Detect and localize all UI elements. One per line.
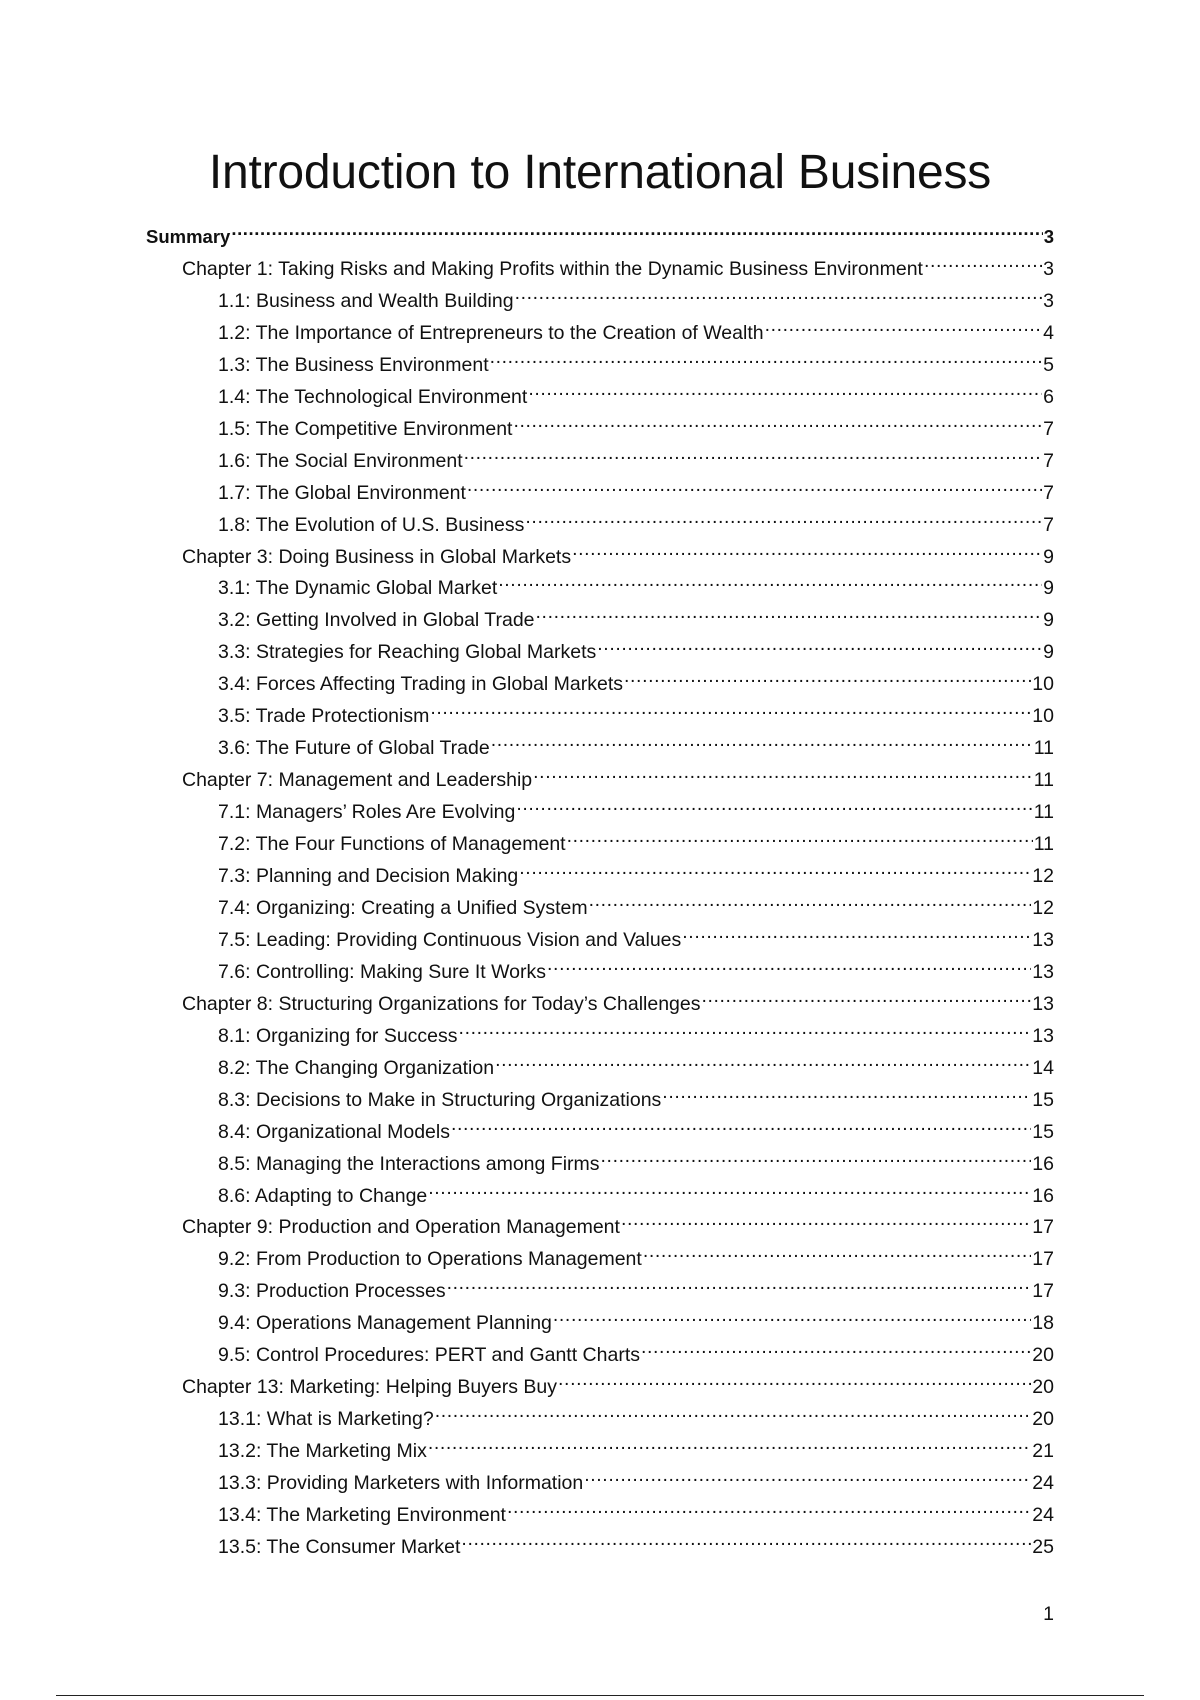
toc-dot-leader — [572, 537, 1042, 563]
toc-entry-page-number: 10 — [1032, 705, 1054, 728]
toc-dot-leader — [601, 1144, 1032, 1170]
toc-dot-leader — [584, 1463, 1031, 1489]
toc-dot-leader — [428, 1431, 1031, 1457]
toc-entry-label: 1.4: The Technological Environment — [218, 385, 528, 408]
toc-entry-label: 3.4: Forces Affecting Trading in Global Markets — [218, 673, 624, 696]
toc-entry[interactable] — [182, 1207, 1054, 1239]
toc-dot-leader — [490, 345, 1043, 371]
toc-entry-label: 3.2: Getting Involved in Global Trade — [218, 609, 535, 632]
toc-entry-page-number: 4 — [1043, 321, 1054, 344]
toc-entry-label: 8.5: Managing the Interactions among Firms — [218, 1152, 600, 1175]
toc-entry[interactable] — [218, 1303, 1054, 1335]
toc-dot-leader — [528, 377, 1042, 403]
toc-entry[interactable] — [218, 473, 1054, 504]
toc-entry-page-number: 17 — [1032, 1216, 1054, 1239]
toc-entry-page-number: 24 — [1032, 1504, 1054, 1526]
toc-entry-page-number: 11 — [1033, 833, 1054, 856]
toc-entry[interactable] — [182, 537, 1054, 568]
toc-entry-page-number: 16 — [1032, 1152, 1054, 1175]
document-title: Introduction to International Business — [208, 146, 992, 199]
toc-entry-page-number: 6 — [1043, 385, 1054, 408]
toc-entry[interactable] — [218, 696, 1054, 728]
toc-dot-leader — [567, 824, 1033, 850]
toc-entry-label: 7.1: Managers’ Roles Are Evolving — [218, 801, 516, 824]
toc-dot-leader — [536, 600, 1043, 626]
toc-entry-page-number: 17 — [1032, 1248, 1054, 1271]
toc-entry[interactable] — [218, 1112, 1054, 1143]
toc-dot-leader — [662, 1080, 1031, 1106]
toc-entry-label: 1.8: The Evolution of U.S. Business — [218, 513, 525, 536]
toc-entry[interactable] — [182, 1367, 1054, 1399]
toc-entry-label: 7.2: The Four Functions of Management — [218, 833, 566, 856]
toc-entry[interactable] — [218, 1080, 1054, 1111]
toc-entry[interactable] — [218, 409, 1054, 440]
toc-dot-leader — [507, 1495, 1031, 1521]
toc-entry-page-number: 25 — [1032, 1535, 1054, 1558]
toc-entry-page-number: 7 — [1043, 481, 1054, 504]
toc-entry-page-number: 9 — [1043, 609, 1054, 632]
toc-dot-leader — [621, 1207, 1031, 1233]
toc-dot-leader — [498, 568, 1042, 594]
toc-entry-page-number: 10 — [1032, 673, 1054, 696]
toc-dot-leader — [547, 952, 1031, 978]
toc-entry[interactable] — [218, 888, 1054, 919]
toc-dot-leader — [515, 281, 1043, 307]
toc-entry-label: Chapter 3: Doing Business in Global Markets — [182, 545, 572, 568]
toc-entry-label: 3.5: Trade Protectionism — [218, 705, 430, 728]
toc-dot-leader — [701, 984, 1031, 1010]
toc-entry-label: 1.3: The Business Environment — [218, 353, 489, 376]
toc-dot-leader — [516, 792, 1032, 818]
toc-entry-label: 8.1: Organizing for Success — [218, 1024, 458, 1047]
toc-entry[interactable] — [218, 1271, 1054, 1303]
toc-dot-leader — [231, 217, 1042, 243]
toc-entry[interactable] — [218, 1335, 1054, 1367]
toc-entry-label: Chapter 9: Production and Operation Management — [182, 1216, 620, 1239]
toc-entry-page-number: 12 — [1032, 865, 1054, 887]
toc-dot-leader — [765, 313, 1043, 339]
toc-entry-page-number: 20 — [1032, 1408, 1054, 1431]
toc-dot-leader — [430, 696, 1031, 722]
toc-entry-page-number: 7 — [1043, 513, 1054, 536]
toc-entry-label: 8.2: The Changing Organization — [218, 1056, 495, 1079]
toc-entry[interactable] — [218, 1016, 1054, 1047]
toc-entry[interactable] — [218, 1176, 1054, 1207]
toc-entry-label: 7.5: Leading: Providing Continuous Vision and Values — [218, 928, 682, 951]
toc-entry-label: 9.5: Control Procedures: PERT and Gantt Charts — [218, 1344, 640, 1367]
toc-entry[interactable] — [218, 505, 1054, 536]
page-number: 1 — [1043, 1603, 1054, 1625]
toc-entry-page-number: 15 — [1032, 1088, 1054, 1111]
toc-entry-label: 3.1: The Dynamic Global Market — [218, 577, 498, 600]
toc-entry-label: 8.3: Decisions to Make in Structuring Organizations — [218, 1088, 662, 1111]
toc-entry[interactable] — [218, 1495, 1054, 1526]
toc-dot-leader — [435, 1399, 1032, 1425]
toc-entry-page-number: 11 — [1033, 801, 1054, 824]
toc-entry-page-number: 21 — [1032, 1440, 1054, 1463]
toc-dot-leader — [558, 1367, 1031, 1393]
toc-entry-label: 9.3: Production Processes — [218, 1280, 446, 1303]
toc-dot-leader — [553, 1303, 1031, 1329]
toc-entry-page-number: 24 — [1032, 1472, 1054, 1495]
toc-entry-page-number: 5 — [1043, 353, 1054, 376]
toc-entry-label: Chapter 13: Marketing: Helping Buyers Buy — [182, 1376, 558, 1399]
toc-entry[interactable] — [218, 568, 1054, 600]
toc-entry[interactable] — [218, 1431, 1054, 1463]
toc-entry[interactable] — [218, 345, 1054, 376]
toc-dot-leader — [459, 1016, 1032, 1042]
toc-entry-page-number: 16 — [1032, 1184, 1054, 1207]
toc-entry[interactable] — [218, 1144, 1054, 1175]
toc-entry-label: 9.4: Operations Management Planning — [218, 1312, 552, 1335]
toc-entry-label: 1.6: The Social Environment — [218, 449, 463, 472]
toc-entry-page-number: 18 — [1032, 1312, 1054, 1335]
toc-entry-label: Summary — [146, 226, 231, 247]
toc-entry[interactable] — [218, 1399, 1054, 1431]
toc-entry[interactable] — [218, 632, 1054, 664]
toc-entry[interactable] — [218, 728, 1054, 760]
toc-entry-label: 13.3: Providing Marketers with Information — [218, 1472, 584, 1495]
toc-entry-label: 7.6: Controlling: Making Sure It Works — [218, 960, 547, 983]
toc-entry[interactable] — [218, 1239, 1054, 1271]
toc-entry-page-number: 13 — [1032, 992, 1054, 1015]
toc-entry-page-number: 7 — [1043, 417, 1054, 440]
toc-dot-leader — [447, 1271, 1032, 1297]
toc-dot-leader — [491, 728, 1033, 754]
toc-entry[interactable] — [218, 1527, 1054, 1558]
toc-entry[interactable] — [182, 760, 1054, 792]
toc-dot-leader — [525, 505, 1042, 531]
toc-dot-leader — [924, 249, 1042, 275]
toc-entry-page-number: 3 — [1043, 226, 1054, 247]
toc-entry[interactable] — [218, 824, 1054, 856]
toc-entry-page-number: 9 — [1043, 577, 1054, 600]
toc-dot-leader — [682, 920, 1031, 946]
toc-entry-label: 3.3: Strategies for Reaching Global Markets — [218, 641, 597, 664]
toc-entry[interactable] — [146, 217, 1054, 247]
toc-entry[interactable] — [218, 1463, 1054, 1495]
toc-dot-leader — [624, 664, 1031, 690]
toc-dot-leader — [451, 1112, 1031, 1138]
toc-entry-page-number: 12 — [1032, 896, 1054, 919]
toc-entry-page-number: 9 — [1043, 545, 1054, 568]
toc-dot-leader — [533, 760, 1033, 786]
toc-entry-page-number: 13 — [1032, 1024, 1054, 1047]
toc-dot-leader — [641, 1335, 1031, 1361]
toc-entry-label: 8.6: Adapting to Change — [218, 1184, 428, 1207]
toc-entry-page-number: 14 — [1032, 1056, 1054, 1079]
toc-dot-leader — [513, 409, 1042, 435]
toc-entry-page-number: 15 — [1032, 1120, 1054, 1143]
toc-entry-page-number: 17 — [1032, 1280, 1054, 1303]
toc-entry[interactable] — [218, 952, 1054, 983]
toc-entry-page-number: 11 — [1033, 769, 1054, 792]
toc-entry[interactable] — [218, 281, 1054, 312]
toc-entry-label: 13.4: The Marketing Environment — [218, 1504, 506, 1526]
toc-entry-page-number: 13 — [1032, 960, 1054, 983]
toc-entry-label: 1.1: Business and Wealth Building — [218, 289, 514, 312]
toc-entry-label: 1.2: The Importance of Entrepreneurs to the Creation of Wealth — [218, 321, 764, 344]
toc-entry-page-number: 3 — [1043, 257, 1054, 280]
toc-dot-leader — [464, 441, 1043, 467]
toc-entry-page-number: 3 — [1043, 289, 1054, 312]
toc-entry[interactable] — [218, 664, 1054, 696]
toc-entry-page-number: 9 — [1043, 641, 1054, 664]
toc-entry-label: 8.4: Organizational Models — [218, 1120, 450, 1143]
toc-entry[interactable] — [218, 920, 1054, 951]
toc-entry[interactable] — [182, 249, 1054, 280]
bottom-divider — [56, 1695, 1144, 1696]
toc-entry-label: 3.6: The Future of Global Trade — [218, 737, 490, 760]
toc-entry-label: Chapter 7: Management and Leadership — [182, 769, 533, 792]
toc-dot-leader — [589, 888, 1032, 914]
toc-entry-label: Chapter 8: Structuring Organizations for Today’s Challenges — [182, 992, 701, 1015]
toc-entry[interactable] — [218, 377, 1054, 408]
toc-entry[interactable] — [218, 792, 1054, 824]
toc-entry-page-number: 13 — [1032, 928, 1054, 951]
toc-entry-label: Chapter 1: Taking Risks and Making Profits within the Dynamic Business Environment — [182, 257, 923, 280]
toc-entry[interactable] — [218, 441, 1054, 472]
toc-entry[interactable] — [218, 1048, 1054, 1079]
toc-dot-leader — [643, 1239, 1031, 1265]
toc-entry[interactable] — [218, 600, 1054, 632]
toc-entry[interactable] — [218, 313, 1054, 344]
toc-dot-leader — [461, 1527, 1031, 1553]
toc-entry-label: 13.2: The Marketing Mix — [218, 1440, 427, 1463]
toc-entry[interactable] — [218, 856, 1054, 887]
toc-dot-leader — [519, 856, 1031, 882]
toc-entry-page-number: 20 — [1032, 1376, 1054, 1399]
toc-entry-page-number: 7 — [1043, 449, 1054, 472]
toc-dot-leader — [597, 632, 1042, 658]
toc-dot-leader — [467, 473, 1042, 499]
toc-entry-label: 13.5: The Consumer Market — [218, 1535, 461, 1558]
toc-dot-leader — [428, 1176, 1031, 1202]
toc-dot-leader — [495, 1048, 1031, 1074]
toc-entry-label: 7.3: Planning and Decision Making — [218, 865, 519, 887]
toc-entry-page-number: 11 — [1033, 737, 1054, 760]
toc-entry-label: 9.2: From Production to Operations Management — [218, 1248, 642, 1271]
toc-entry-page-number: 20 — [1032, 1344, 1054, 1367]
toc-entry[interactable] — [182, 984, 1054, 1015]
toc-entry-label: 1.5: The Competitive Environment — [218, 417, 513, 440]
toc-entry-label: 7.4: Organizing: Creating a Unified System — [218, 896, 588, 919]
toc-entry-label: 1.7: The Global Environment — [218, 481, 466, 504]
toc-entry-label: 13.1: What is Marketing? — [218, 1408, 434, 1431]
